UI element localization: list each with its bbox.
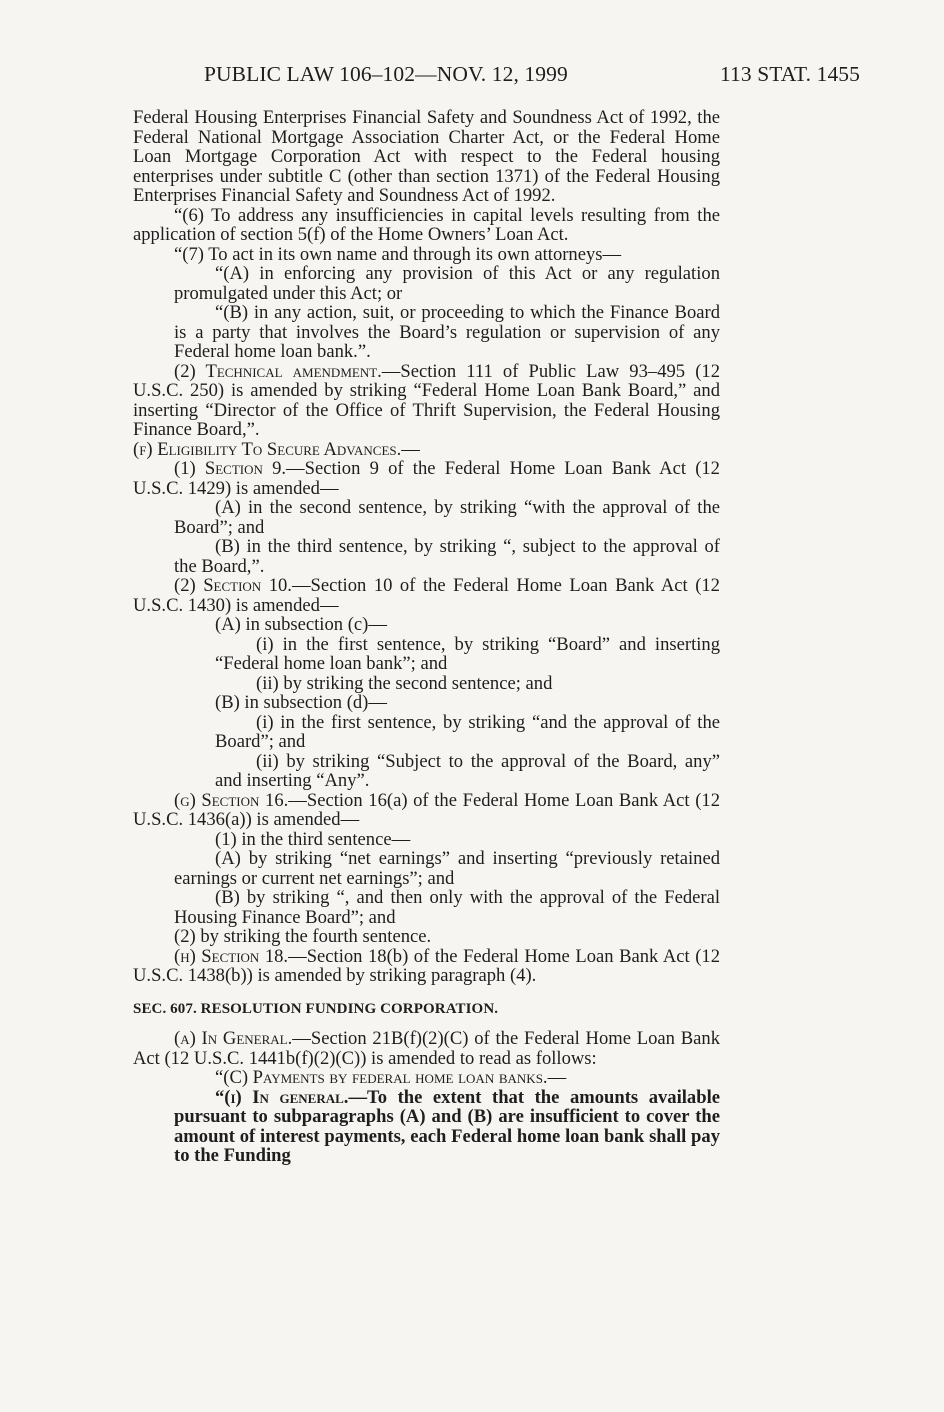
subsection-g-text: —Section 16(a) of the Federal Home Loan Bank Act (12 U.S.C. 1436(a)) is amended— xyxy=(133,789,721,830)
g-1-a: (A) by striking “net earnings” and inserting “previously retained earnings or current net earnings”; and xyxy=(174,848,720,889)
sec-607-a xyxy=(133,1029,720,1068)
g-1: (1) in the third sentence— xyxy=(215,828,411,850)
f-paragraph-2-text: —Section 10 of the Federal Home Loan Bank Act (12 U.S.C. 1430) is amended— xyxy=(133,575,720,616)
subsection-h-text: —Section 18(b) of the Federal Home Loan Bank Act (12 U.S.C. 1438(b)) is amended by striking paragraph (4). xyxy=(133,945,721,986)
clause-i-text: —To the extent that the amounts available pursuant to subparagraphs (A) and (B) are insufficient to cover the amount of interest payments, each Federal home loan bank shall pay to the Funding xyxy=(174,1086,720,1166)
f-1-b: (B) in the third sentence, by striking “, subject to the approval of the Board,”. xyxy=(174,536,720,577)
f-paragraph-2-heading: (2) Section 10. xyxy=(174,575,292,596)
f-paragraph-1-heading: (1) Section 9. xyxy=(174,458,287,479)
subsection-f-dash: — xyxy=(401,438,420,460)
f-2-a-ii: (ii) by striking the second sentence; and xyxy=(256,672,553,694)
f-2-a-i: (i) in the first sentence, by striking “Board” and inserting “Federal home loan bank”; and xyxy=(215,633,720,674)
paragraph-6: “(6) To address any insufficiencies in capital levels resulting from the application of section 5(f) of the Home Owners’ Loan Act. xyxy=(133,204,720,245)
subsection-g-heading: (g) Section 16. xyxy=(174,789,289,811)
technical-amendment-text: —Section 111 of Public Law 93–495 (12 U.S.C. 250) is amended by striking “Federal Home Loan Bank Board,” and inserting “Director of the Office of Thrift Supervision, the Federal Housing Finance Board,”. xyxy=(133,360,720,440)
paragraph-7-b: “(B) in any action, suit, or proceeding to which the Finance Board is a party that involves the Board’s regulation or supervision of any Federal home loan bank.”. xyxy=(174,302,720,362)
f-1-a: (A) in the second sentence, by striking “with the approval of the Board”; and xyxy=(174,497,720,538)
g-1-b: (B) by striking “, and then only with the approval of the Federal Housing Finance Board”; and xyxy=(174,887,720,928)
technical-amendment-heading: (2) Technical amendment. xyxy=(174,360,382,382)
clause-i-heading: “(i) In general. xyxy=(215,1086,349,1108)
subsection-f-heading: (f) Eligibility To Secure Advances. xyxy=(133,438,402,460)
subparagraph-c-heading: “(C) Payments by federal home loan banks.— xyxy=(215,1067,567,1088)
page-header xyxy=(0,62,944,92)
f-2-b: (B) in subsection (d)— xyxy=(215,692,387,713)
clause-i xyxy=(133,1088,720,1166)
section-heading: SEC. 607. RESOLUTION FUNDING CORPORATION. xyxy=(133,1000,499,1017)
statute-page-number: 113 STAT. 1455 xyxy=(719,62,860,86)
subsection-f xyxy=(133,440,720,460)
sec-607-a-heading: (a) In General. xyxy=(174,1028,293,1049)
technical-amendment xyxy=(133,362,720,440)
paragraph-continuation: Federal Housing Enterprises Financial Safety and Soundness Act of 1992, the Federal National Mortgage Association Charter Act, or the Federal Home Loan Mortgage Corporation Act with respect to the Federal housing enterprises under subtitle C (other than section 1371) of the Federal Housing Enterprises Financial Safety and Soundness Act of 1992. xyxy=(133,107,720,206)
paragraph-7: “(7) To act in its own name and through its own attorneys— xyxy=(174,243,622,265)
subsection-h xyxy=(133,947,720,986)
f-2-a: (A) in subsection (c)— xyxy=(215,614,387,635)
g-2: (2) by striking the fourth sentence. xyxy=(174,926,432,947)
f-2-b-i: (i) in the first sentence, by striking “and the approval of the Board”; and xyxy=(215,711,720,752)
sec-607-a-text: —Section 21B(f)(2)(C) of the Federal Home Loan Bank Act (12 U.S.C. 1441b(f)(2)(C)) is amended to read as follows: xyxy=(133,1028,720,1069)
f-paragraph-1 xyxy=(133,459,720,498)
f-paragraph-2 xyxy=(133,576,720,615)
subsection-g xyxy=(133,791,720,830)
f-2-b-ii: (ii) by striking “Subject to the approval of the Board, any” and inserting “Any”. xyxy=(215,750,720,791)
running-title: PUBLIC LAW 106–102—NOV. 12, 1999 xyxy=(204,62,568,86)
f-paragraph-1-text: —Section 9 of the Federal Home Loan Bank Act (12 U.S.C. 1429) is amended— xyxy=(133,458,720,499)
document-body xyxy=(133,108,720,1166)
paragraph-7-a: “(A) in enforcing any provision of this Act or any regulation promulgated under this Act; or xyxy=(174,263,720,304)
subsection-h-heading: (h) Section 18. xyxy=(174,945,289,967)
